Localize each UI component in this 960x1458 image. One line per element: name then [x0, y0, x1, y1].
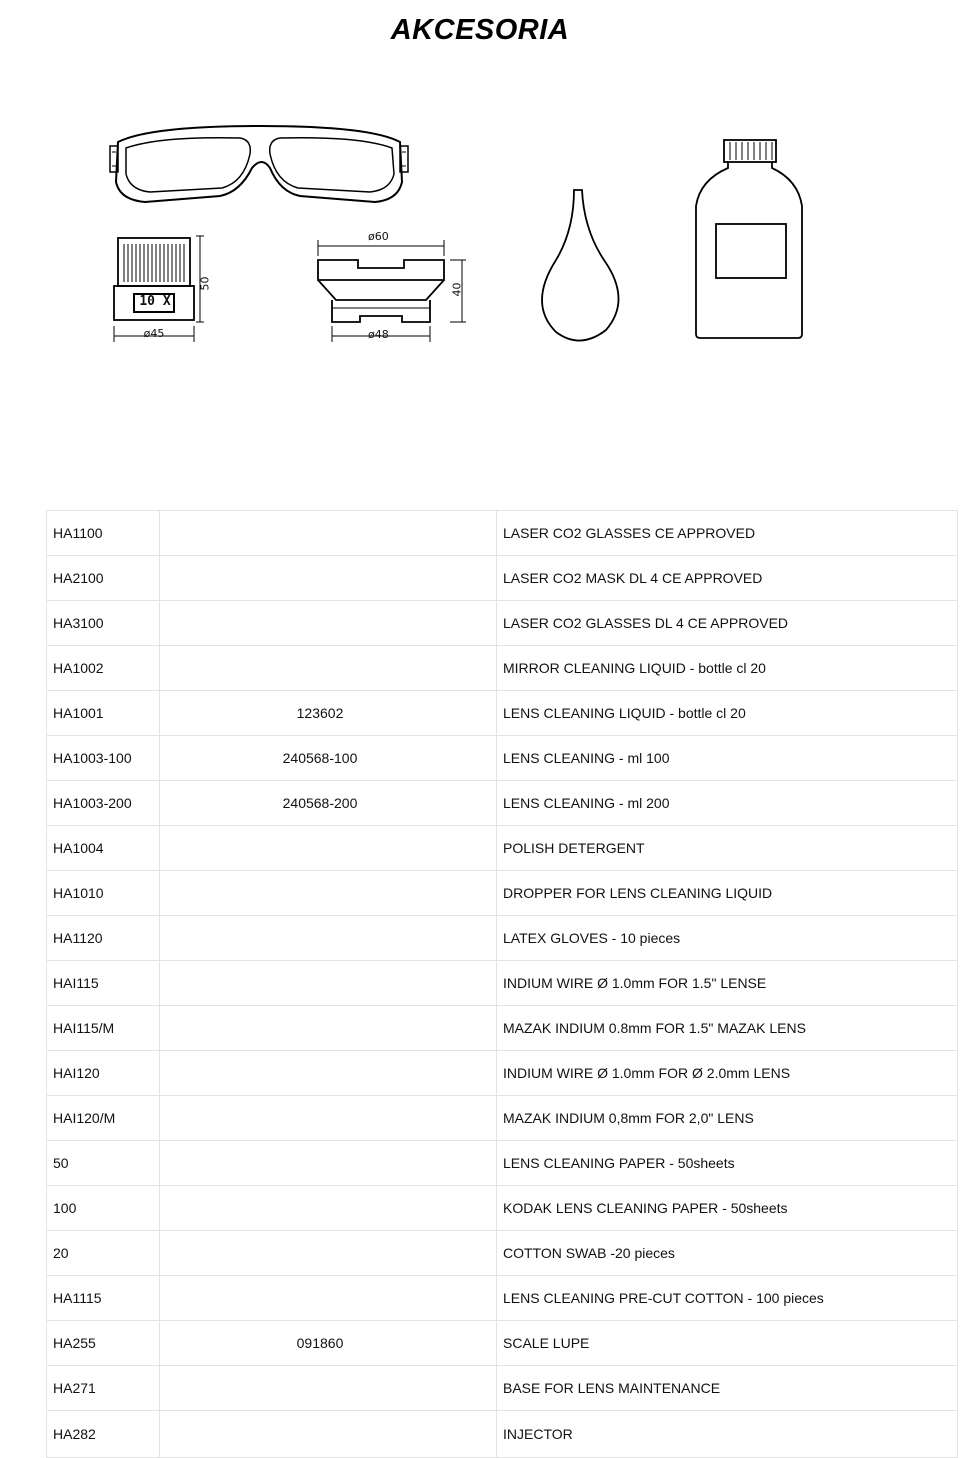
table-row: [47, 961, 958, 1006]
row-reference: 123602: [296, 705, 344, 721]
row-reference: 240568-200: [282, 795, 358, 811]
table-row: [47, 1276, 958, 1321]
row-code-cell: [47, 1321, 160, 1366]
row-reference-cell: [160, 511, 497, 556]
row-code-cell: [47, 601, 160, 646]
table-row: [47, 646, 958, 691]
row-reference-cell: [160, 961, 497, 1006]
row-code: HA1004: [53, 840, 104, 856]
row-description-cell: [497, 1231, 958, 1276]
loupe-height: 50: [198, 276, 212, 291]
row-description: LATEX GLOVES - 10 pieces: [503, 930, 681, 946]
row-reference-cell: [160, 1006, 497, 1051]
cleaning-bottle-drawing: [696, 140, 802, 338]
table-row: [47, 916, 958, 961]
row-code: HAI115: [53, 975, 99, 991]
row-reference-cell: [160, 1411, 497, 1458]
row-code: 20: [53, 1245, 69, 1261]
row-description: INJECTOR: [503, 1426, 573, 1442]
dropper-bulb-drawing: [542, 190, 619, 341]
table-row: [47, 781, 958, 826]
row-code: HA1100: [53, 525, 103, 541]
row-reference-cell: [160, 691, 497, 736]
row-description: MIRROR CLEANING LIQUID - bottle cl 20: [503, 660, 766, 676]
row-reference-cell: [160, 1366, 497, 1411]
row-description: LENS CLEANING PAPER - 50sheets: [503, 1155, 735, 1171]
base-height: 40: [450, 282, 464, 297]
row-reference-cell: [160, 826, 497, 871]
row-code-cell: [47, 1051, 160, 1096]
row-reference: 091860: [296, 1335, 344, 1351]
row-reference-cell: [160, 736, 497, 781]
row-description: LASER CO2 GLASSES CE APPROVED: [503, 525, 756, 541]
row-code: HA271: [53, 1380, 96, 1396]
row-description-cell: [497, 961, 958, 1006]
row-description-cell: [497, 556, 958, 601]
row-description-cell: [497, 1006, 958, 1051]
table-row: [47, 1006, 958, 1051]
table-row: [47, 1231, 958, 1276]
row-code-cell: [47, 961, 160, 1006]
table-row: [47, 691, 958, 736]
row-reference-cell: [160, 1141, 497, 1186]
row-code-cell: [47, 691, 160, 736]
row-description: LENS CLEANING PRE-CUT COTTON - 100 pieces: [503, 1290, 824, 1306]
row-description-cell: [497, 736, 958, 781]
table-row: [47, 556, 958, 601]
row-reference-cell: [160, 1186, 497, 1231]
row-reference-cell: [160, 1276, 497, 1321]
table-row: [47, 511, 958, 556]
row-code: HA1002: [53, 660, 104, 676]
row-description: INDIUM WIRE Ø 1.0mm FOR 1.5" LENSE: [503, 975, 767, 991]
row-code-cell: [47, 1006, 160, 1051]
row-reference: 240568-100: [282, 750, 358, 766]
row-code-cell: [47, 1366, 160, 1411]
row-description: POLISH DETERGENT: [503, 840, 645, 856]
row-reference-cell: [160, 1096, 497, 1141]
row-code: HA1003-100: [53, 750, 132, 766]
row-code: HA1003-200: [53, 795, 132, 811]
row-description: BASE FOR LENS MAINTENANCE: [503, 1380, 721, 1396]
row-description-cell: [497, 646, 958, 691]
table-row: [47, 1411, 958, 1458]
row-description: LASER CO2 MASK DL 4 CE APPROVED: [503, 570, 763, 586]
row-reference-cell: [160, 781, 497, 826]
row-description: DROPPER FOR LENS CLEANING LIQUID: [503, 885, 773, 901]
row-description-cell: [497, 1276, 958, 1321]
row-reference-cell: [160, 1051, 497, 1096]
row-description-cell: [497, 826, 958, 871]
row-description: MAZAK INDIUM 0,8mm FOR 2,0" LENS: [503, 1110, 754, 1126]
loupe-diameter: ø45: [143, 327, 165, 340]
row-code-cell: [47, 1141, 160, 1186]
row-description-cell: [497, 511, 958, 556]
base-top-diameter: ø60: [368, 230, 389, 243]
table-row: [47, 1366, 958, 1411]
row-description-cell: [497, 1366, 958, 1411]
row-description-cell: [497, 916, 958, 961]
row-reference-cell: [160, 871, 497, 916]
row-code: HAI120: [53, 1065, 100, 1081]
row-code-cell: [47, 826, 160, 871]
row-reference-cell: [160, 556, 497, 601]
row-description-cell: [497, 1051, 958, 1096]
row-code-cell: [47, 1231, 160, 1276]
table-row: [47, 1096, 958, 1141]
row-description: MAZAK INDIUM 0.8mm FOR 1.5" MAZAK LENS: [503, 1020, 806, 1036]
row-code: HA1001: [53, 705, 104, 721]
row-code: HA282: [53, 1426, 96, 1442]
table-row: [47, 1051, 958, 1096]
row-description-cell: [497, 691, 958, 736]
row-description-cell: [497, 1186, 958, 1231]
safety-glasses-drawing: [110, 126, 408, 202]
row-description: SCALE LUPE: [503, 1335, 590, 1351]
row-code: HA2100: [53, 570, 104, 586]
accessories-table: [46, 510, 958, 1458]
row-description: INDIUM WIRE Ø 1.0mm FOR Ø 2.0mm LENS: [503, 1065, 791, 1081]
row-code-cell: [47, 556, 160, 601]
row-code: HA1010: [53, 885, 104, 901]
row-code: HA3100: [53, 615, 104, 631]
row-code: HAI115/M: [53, 1020, 115, 1036]
row-code-cell: [47, 646, 160, 691]
table-row: [47, 1186, 958, 1231]
row-description-cell: [497, 1096, 958, 1141]
table-row: [47, 736, 958, 781]
row-description: KODAK LENS CLEANING PAPER - 50sheets: [503, 1200, 788, 1216]
row-description: LENS CLEANING - ml 100: [503, 750, 670, 766]
row-description-cell: [497, 1141, 958, 1186]
row-description: LENS CLEANING LIQUID - bottle cl 20: [503, 705, 746, 721]
row-reference-cell: [160, 601, 497, 646]
row-reference-cell: [160, 1231, 497, 1276]
row-code: HA255: [53, 1335, 96, 1351]
row-code: 50: [53, 1155, 69, 1171]
row-code-cell: [47, 916, 160, 961]
row-description: LASER CO2 GLASSES DL 4 CE APPROVED: [503, 615, 789, 631]
page-title: AKCESORIA: [390, 14, 570, 46]
table-row: [47, 1321, 958, 1366]
table-row: [47, 826, 958, 871]
table-row: [47, 871, 958, 916]
row-code: 100: [53, 1200, 77, 1216]
row-code: HA1115: [53, 1290, 102, 1306]
lens-base-drawing: [318, 240, 466, 342]
row-description-cell: [497, 1321, 958, 1366]
row-code-cell: [47, 781, 160, 826]
row-description: LENS CLEANING - ml 200: [503, 795, 670, 811]
row-description-cell: [497, 601, 958, 646]
loupe-label: 10 X: [139, 294, 171, 309]
row-code: HAI120/M: [53, 1110, 116, 1126]
row-reference-cell: [160, 1321, 497, 1366]
base-bottom-diameter: ø48: [368, 328, 389, 341]
row-description: COTTON SWAB -20 pieces: [503, 1245, 675, 1261]
table-row: [47, 1141, 958, 1186]
row-code-cell: [47, 1276, 160, 1321]
row-code: HA1120: [53, 930, 103, 946]
table-row: [47, 601, 958, 646]
row-code-cell: [47, 1186, 160, 1231]
row-description-cell: [497, 781, 958, 826]
row-code-cell: [47, 736, 160, 781]
row-code-cell: [47, 511, 160, 556]
row-description-cell: [497, 871, 958, 916]
row-code-cell: [47, 1411, 160, 1458]
row-reference-cell: [160, 646, 497, 691]
row-reference-cell: [160, 916, 497, 961]
row-description-cell: [497, 1411, 958, 1458]
row-code-cell: [47, 871, 160, 916]
row-code-cell: [47, 1096, 160, 1141]
